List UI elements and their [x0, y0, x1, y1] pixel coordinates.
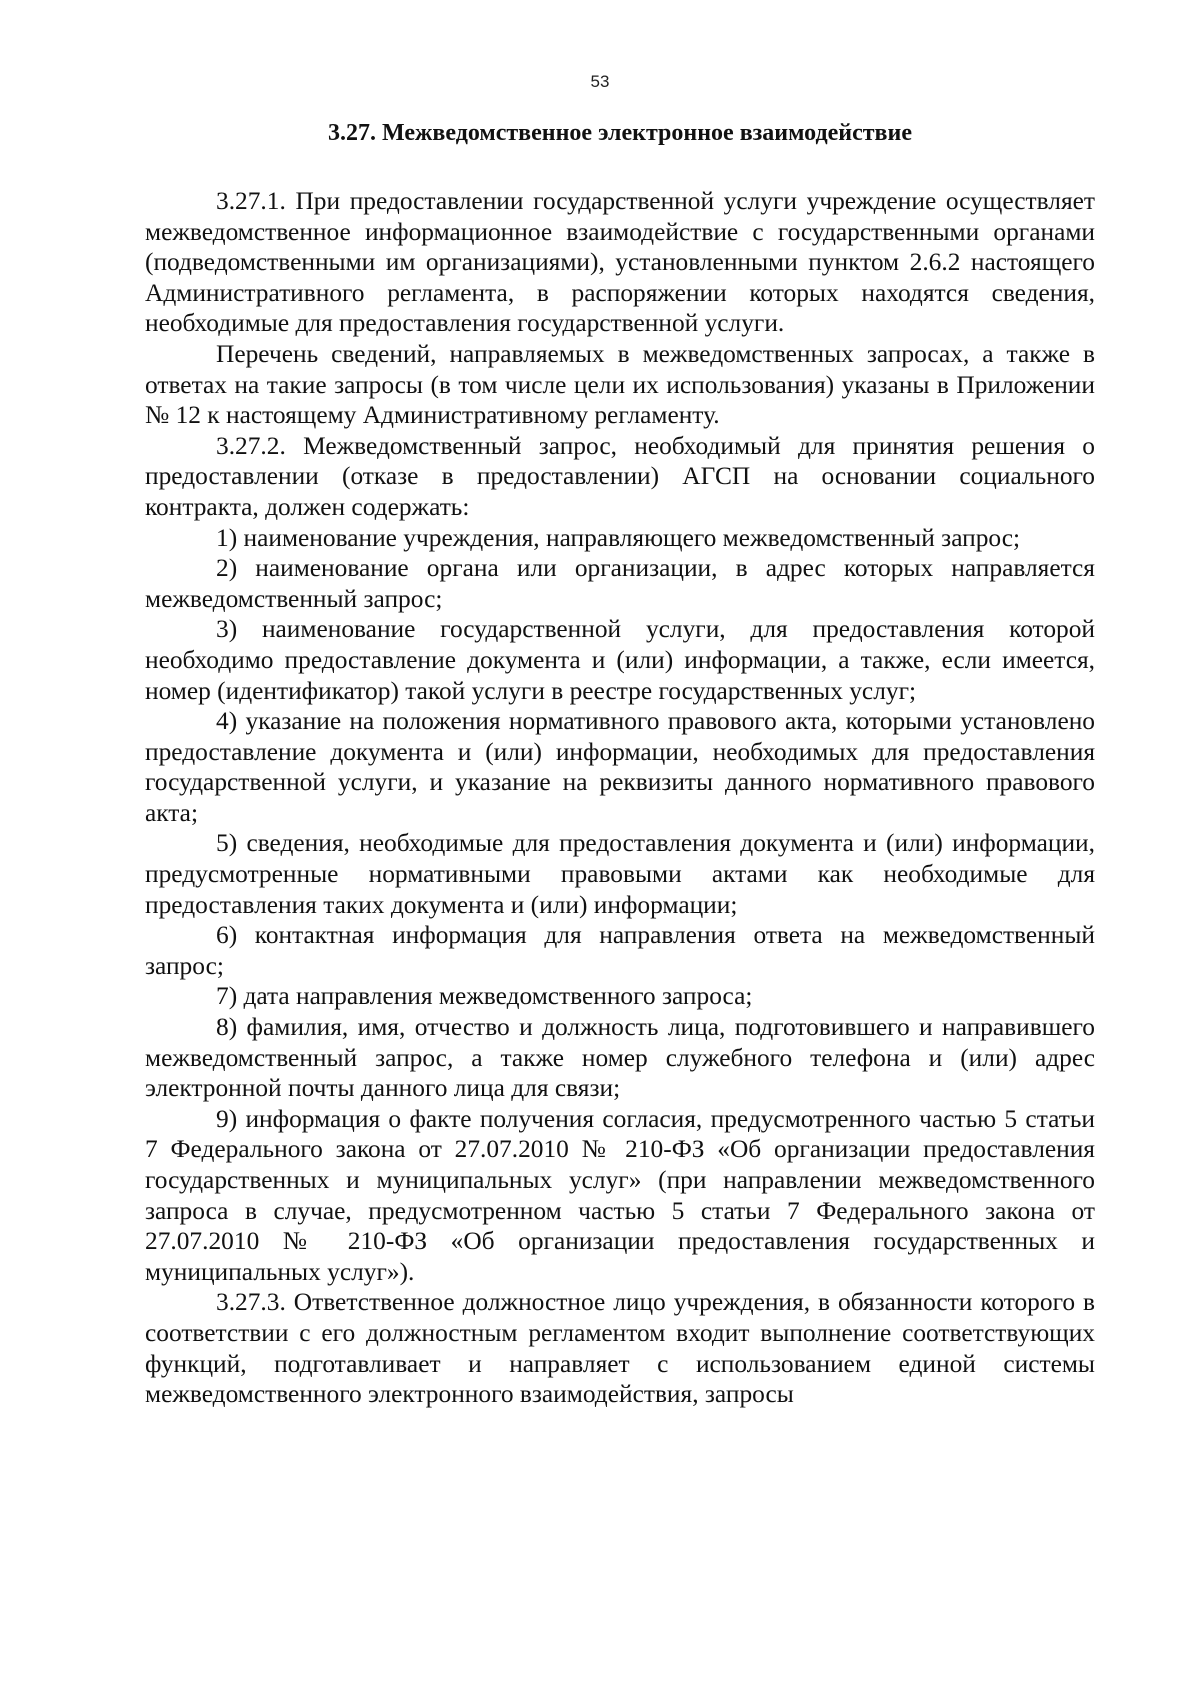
paragraph-3-27-2: 3.27.2. Межведомственный запрос, необходимый для принятия решения о предоставлении (отказе в предоставлении) АГСП на основании социального контракта, должен содержать:	[145, 431, 1095, 521]
list-item-9: 9) информация о факте получения согласия, предусмотренного частью 5 статьи 7 Федерального закона от 27.07.2010 № 210-ФЗ «Об организации предоставления государственных и муниципальных услуг» (при направлении межведомственного запроса в случае, предусмотренном частью 5 статьи 7 Федерального закона от 27.07.2010 № 210-ФЗ «Об организации предоставления государственных и муниципальных услуг»).	[145, 1104, 1095, 1286]
list-item-4: 4) указание на положения нормативного правового акта, которыми установлено предоставление документа и (или) информации, необходимых для предоставления государственной услуги, и указание на реквизиты данного нормативного правового акта;	[145, 707, 1095, 827]
list-item-5: 5) сведения, необходимые для предоставления документа и (или) информации, предусмотренные нормативными правовыми актами как необходимые для предоставления таких документа и (или) информации;	[145, 829, 1095, 919]
paragraph-3-27-1: 3.27.1. При предоставлении государственной услуги учреждение осуществляет межведомственное информационное взаимодействие с государственными органами (подведомственными им организациями), установленными пунктом 2.6.2 настоящего Административного регламента, в распоряжении которых находятся сведения, необходимые для предоставления государственной услуги.	[145, 187, 1095, 338]
list-item-3: 3) наименование государственной услуги, для предоставления которой необходимо предоставление документа и (или) информации, а также, если имеется, номер (идентификатор) такой услуги в реестре государственных услуг;	[145, 615, 1095, 705]
body-text	[145, 186, 1095, 1410]
list-item-1: 1) наименование учреждения, направляющего межведомственный запрос;	[216, 523, 1021, 552]
paragraph-3-27-3: 3.27.3. Ответственное должностное лицо учреждения, в обязанности которого в соответствии с его должностным регламентом входит выполнение соответствующих функций, подготавливает и направляет с использованием единой системы межведомственного электронного взаимодействия, запросы	[145, 1288, 1095, 1409]
paragraph-list-of-information: Перечень сведений, направляемых в межведомственных запросах, а также в ответах на такие запросы (в том числе цели их использования) указаны в Приложении № 12 к настоящему Административному регламенту.	[145, 339, 1095, 430]
page-number: 53	[590, 72, 610, 91]
section-title: 3.27. Межведомственное электронное взаимодействие	[328, 120, 912, 146]
list-item-6: 6) контактная информация для направления ответа на межведомственный запрос;	[145, 921, 1095, 980]
list-item-2: 2) наименование органа или организации, в адрес которых направляется межведомственный запрос;	[145, 554, 1095, 613]
list-item-7: 7) дата направления межведомственного запроса;	[216, 982, 753, 1011]
list-item-8: 8) фамилия, имя, отчество и должность лица, подготовившего и направившего межведомственный запрос, а также номер служебного телефона и (или) адрес электронной почты данного лица для связи;	[145, 1013, 1095, 1103]
